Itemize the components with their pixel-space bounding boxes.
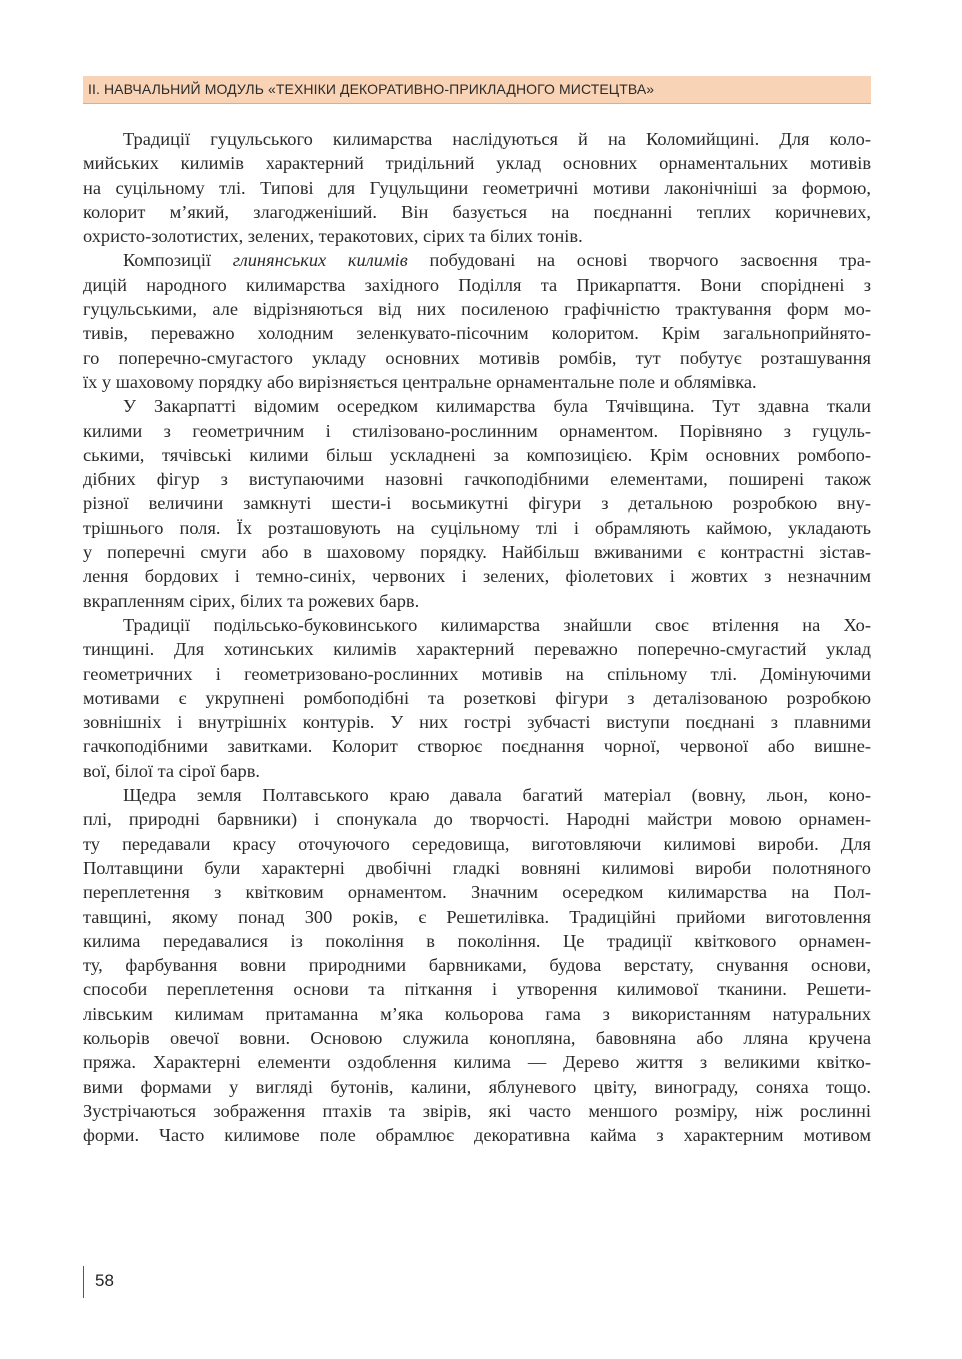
text-line: дібних фігур з виступаючими назовні гачкоподібними елементами, поширені також <box>83 469 871 490</box>
text-line: Полтавщини були характерні двобічні гладкі вовняні килимові вироби полотняного <box>83 857 871 878</box>
text-line: їх у шаховому порядку або вирізняється центральне орнаментальне поле и облямівка. <box>83 371 757 392</box>
text-line: охристо-золотистих, зелених, теракотових, сірих та білих тонів. <box>83 226 583 247</box>
text-line: вкрапленням сірих, білих та рожевих барв. <box>83 590 420 611</box>
text-line: лівським килимам притаманна м’яка кольорова гама з використанням натуральних <box>83 1003 871 1024</box>
page-number-rule <box>83 1266 84 1298</box>
text-line: трішнього поля. Їх розташовують на суцільному тлі і обрамляють каймою, укладають <box>83 517 871 538</box>
text-line: у поперечні смуги або в шаховому порядку. Найбільш вживаними є контрастні зістав- <box>83 542 871 563</box>
text-line-with-italic <box>83 248 871 272</box>
text-line: дицій народного килимарства західного Поділля та Прикарпаття. Вони споріднені з <box>83 274 871 295</box>
module-header-title: II. НАВЧАЛЬНИЙ МОДУЛЬ «ТЕХНІКИ ДЕКОРАТИВНО-ПРИКЛАДНОГО МИСТЕЦТВА» <box>88 81 655 97</box>
text-line: форми. Часто килимове поле обрамлює декоративна кайма з характерним мотивом <box>83 1125 871 1146</box>
text-line: плі, природні барвники) і спонукала до творчості. Народні майстри мовою орнамен- <box>83 809 871 830</box>
text-line: Щедра земля Полтавського краю давала багатий матеріал (вовну, льон, коно- <box>123 785 871 806</box>
text-line: зовнішніх і внутрішніх контурів. У них гострі зубчасті виступи поєднані з плавними <box>83 712 871 733</box>
text-line: У Закарпатті відомим осередком килимарства була Тячівщина. Тут здавна ткали <box>123 396 871 417</box>
text-line: колорит м’який, злагодженіший. Він базується на поєднанні теплих коричневих, <box>83 201 871 222</box>
text-line: тинщині. Для хотинських килимів характерний переважно поперечно-смугастий уклад <box>83 639 871 660</box>
text-fragment: Композиції <box>123 250 233 271</box>
text-line: геометричних і геометризовано-рослинних мотивів на спільному тлі. Домінуючими <box>83 663 871 684</box>
text-line: килими з геометричним і стилізовано-рослинним орнаментом. Порівняно з гуцуль- <box>83 420 871 441</box>
text-line: мотивами є укрупнені ромбоподібні та розеткові фігури з деталізованою розробкою <box>83 687 871 708</box>
text-line: ськими, тячівські килими більш ускладнені за композицією. Крім основних ромбопо- <box>83 444 871 465</box>
text-line: різної величини замкнуті шести-і восьмикутні фігури з детальною розробкою вну- <box>83 493 871 514</box>
text-line: на суцільному тлі. Типові для Гуцульщини геометричні мотиви лаконічніші за формою, <box>83 177 871 198</box>
text-line: кольорів овечої вовни. Основою служила конопляна, бавовняна або лляна кручена <box>83 1027 871 1048</box>
text-line: Зустрічаються зображення птахів та звірів, які часто меншого розміру, ніж рослинні <box>83 1100 871 1121</box>
text-line: лення бордових і темно-синіх, червоних і зелених, фіолетових і жовтих з незначним <box>83 566 871 587</box>
article-body <box>83 127 871 1147</box>
text-line: Традиції гуцульського килимарства наслідуються й на Коломийщині. Для коло- <box>123 129 871 149</box>
text-line: мийських килимів характерний тридільний уклад основних орнаментальних мотивів <box>83 153 871 174</box>
text-line: переплетення з квітковим орнаментом. Значним осередком килимарства на Пол- <box>83 882 871 903</box>
text-line: ту, фарбування вовни природними барвниками, будова верстату, снування основи, <box>83 955 871 976</box>
text-line: способи переплетення основи та піткання і утворення килимової тканини. Решети- <box>83 979 871 1000</box>
text-line: Традиції подільсько-буковинського килимарства знайшли своє втілення на Хо- <box>123 614 871 635</box>
text-line: тивів, переважно холодним зеленкувато-пісочним колоритом. Крім загальноприйнято- <box>83 323 871 344</box>
text-line: вої, білої та сірої барв. <box>83 760 260 781</box>
module-header-bar <box>83 76 871 104</box>
text-line: го поперечно-смугастого укладу основних мотивів ромбів, тут побутує розташування <box>83 347 871 368</box>
page-number: 58 <box>95 1271 114 1290</box>
text-line: пряжа. Характерні елементи оздоблення килима — Дерево життя з великими квітко- <box>83 1052 871 1073</box>
text-line: килима передавалися із покоління в покоління. Це традиції квіткового орнамен- <box>83 930 871 951</box>
text-fragment: побудовані на основі творчого засвоєння тра- <box>407 250 872 271</box>
text-line: вими формами у вигляді бутонів, калини, яблуневого цвіту, винограду, соняха тощо. <box>83 1076 871 1097</box>
text-line: гуцульськими, але відрізняються від них посиленою графічністю трактування форм мо- <box>83 299 871 320</box>
italic-term: глинянських килимів <box>232 250 408 271</box>
text-line: гачкоподібними завитками. Колорит створює поєднання чорної, червоної або вишне- <box>83 736 871 757</box>
text-line: тавщині, якому понад 300 років, є Решетилівка. Традиційні прийоми виготовлення <box>83 906 871 927</box>
text-line: ту передавали красу оточуючого середовища, виготовляючи килимові вироби. Для <box>83 833 871 854</box>
